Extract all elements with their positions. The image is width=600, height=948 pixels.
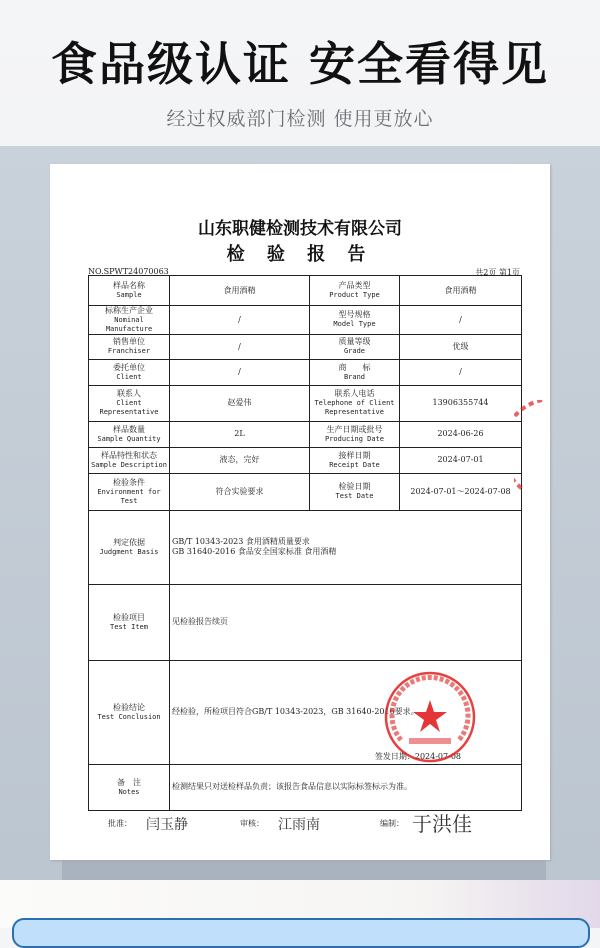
field-value: /: [170, 359, 310, 385]
judgment-line-1: GB/T 10343-2023 食用酒精质量要求: [172, 537, 310, 546]
test-item-label-en: Test Item: [110, 622, 148, 631]
field-label-en: Client Representative: [99, 399, 159, 416]
field-label: 型号规格: [338, 310, 371, 320]
test-item-value: 见检验报告续页: [170, 584, 522, 660]
field-value: 2024-07-01: [400, 447, 522, 473]
official-seal: [383, 670, 477, 764]
field-label-en: Grade: [343, 347, 366, 356]
field-value: 液态，完好: [170, 447, 310, 473]
field-label-en: Telephone of Client Representative: [314, 399, 395, 416]
field-label-en: Test Date: [335, 492, 374, 501]
issue-date: 签发日期：2024-07-08: [374, 751, 461, 761]
field-label: 检验日期: [338, 482, 371, 492]
table-row: [89, 421, 522, 447]
notes-row: [89, 764, 522, 810]
partial-seal-edge: [514, 400, 544, 490]
test-item-row: [89, 584, 522, 660]
table-row: [89, 473, 522, 510]
subheadline: 经过权威部门检测 使用更放心: [166, 108, 434, 130]
field-label: 检验条件: [113, 477, 145, 487]
field-label-en: Sample: [116, 291, 142, 300]
field-label: 接样日期: [338, 450, 371, 460]
field-value: 13906355744: [400, 385, 522, 421]
field-label: 联系人电话: [334, 389, 375, 399]
field-label: 标称生产企业: [105, 306, 153, 315]
field-label: 联系人: [117, 389, 141, 399]
info-card: [12, 918, 590, 948]
notes-label-en: Notes: [118, 787, 140, 796]
field-label-en: Franchiser: [107, 347, 151, 356]
table-row: [89, 385, 522, 421]
field-label: 委托单位: [113, 362, 145, 372]
notes-label: 备 注: [117, 777, 141, 787]
field-value: 符合实验要求: [170, 473, 310, 510]
company-name: 山东职健检测技术有限公司: [198, 219, 402, 239]
field-label: 样品名称: [113, 281, 145, 291]
field-value: 2024-06-26: [400, 421, 522, 447]
field-label-en: Client: [116, 372, 142, 381]
report-number: NO.SPWT24070063: [88, 267, 169, 276]
test-report-document: [50, 164, 550, 860]
prepare-label: 编制：: [380, 819, 404, 828]
field-value: 2024-07-01～2024-07-08: [400, 473, 522, 510]
field-label-en: Receipt Date: [329, 460, 380, 469]
field-label-en: Nominal Manufacture: [105, 316, 153, 333]
preparer-signature: 于洪佳: [412, 812, 472, 836]
judgment-row: [89, 510, 522, 584]
conclusion-label: 检验结论: [113, 702, 145, 712]
page-info: 共2页 第1页: [475, 268, 520, 277]
field-label: 商 标: [338, 362, 371, 372]
field-value: /: [400, 306, 522, 335]
judgment-label: 判定依据: [113, 537, 145, 547]
paper-shadow: [62, 860, 546, 880]
field-value: /: [170, 334, 310, 359]
field-value: 食用酒精: [170, 276, 310, 306]
reviewer-signature: 江雨南: [278, 817, 320, 833]
approve-label: 批准：: [108, 819, 132, 828]
judgment-line-2: GB 31640-2016 食品安全国家标准 食用酒精: [172, 547, 337, 556]
field-label: 样品数量: [113, 424, 145, 434]
field-value: 赵爱伟: [170, 385, 310, 421]
table-row: [89, 447, 522, 473]
field-label-en: Sample Quantity: [97, 434, 161, 443]
field-label: 生产日期或批号: [326, 424, 383, 434]
field-value: 2L: [170, 421, 310, 447]
table-row: [89, 276, 522, 306]
field-value: /: [400, 359, 522, 385]
table-row: [89, 306, 522, 335]
field-label-en: Producing Date: [324, 434, 384, 443]
conclusion-value: 经检验，所检项目符合GB/T 10343-2023，GB 31640-2016要求。: [172, 707, 419, 716]
field-label: 产品类型: [338, 281, 371, 291]
field-label-en: Model Type: [333, 320, 376, 329]
field-label-en: Sample Description: [91, 460, 167, 469]
field-label: 质量等级: [338, 337, 371, 347]
table-row: [89, 334, 522, 359]
approver-signature: 闫玉静: [146, 817, 188, 833]
field-label: 样品特性和状态: [101, 450, 157, 460]
notes-value: 检测结果只对送检样品负责；该报告食品信息以实际标签标示为准。: [170, 764, 522, 810]
field-value: /: [170, 306, 310, 335]
field-label-en: Environment for Test: [97, 487, 161, 505]
field-label-en: Brand: [343, 372, 366, 381]
review-label: 审核：: [240, 819, 264, 828]
headline: 食品级认证 安全看得见: [50, 37, 549, 91]
judgment-label-en: Judgment Basis: [99, 547, 159, 556]
table-row: [89, 359, 522, 385]
field-value: 优级: [400, 334, 522, 359]
report-title: 检 验 报 告: [226, 244, 374, 265]
conclusion-label-en: Test Conclusion: [97, 712, 161, 721]
field-value: 食用酒精: [400, 276, 522, 306]
test-item-label: 检验项目: [113, 612, 145, 622]
field-label: 销售单位: [113, 337, 145, 347]
field-label-en: Product Type: [329, 291, 380, 300]
